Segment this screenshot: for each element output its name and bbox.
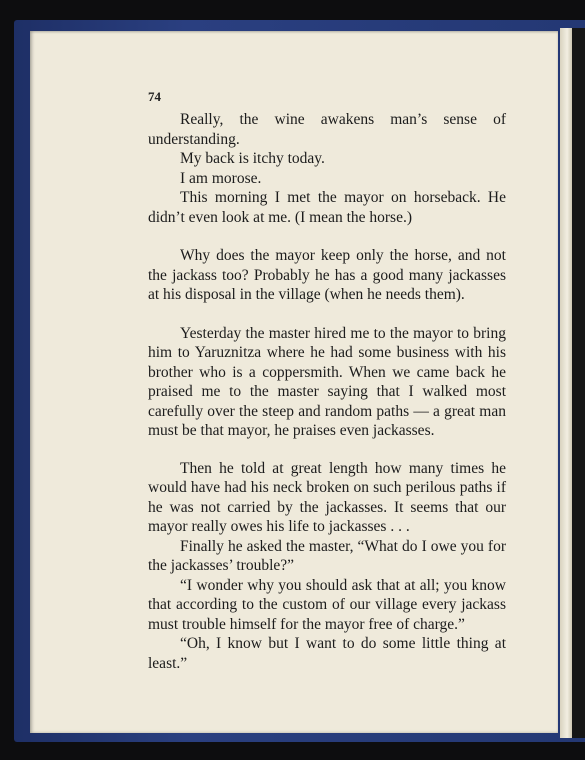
paragraph: My back is itchy today. bbox=[180, 150, 325, 167]
paragraph: Really, the wine awakens man’s sense of understanding. bbox=[148, 111, 506, 148]
page-number: 74 bbox=[148, 89, 161, 104]
paragraph: “I wonder why you should ask that at all; you know that according to the custom of our village every jackass must trouble himself for the mayor free of charge.” bbox=[148, 576, 506, 633]
paragraph: Yesterday the master hired me to the mayor to bring him to Yaruznitza where he had some business with his brother who is a coppersmith. When we came back he praised me to the master saying that I walked most carefully over the steep and random paths — a great man must be that mayor, he praises even jackasses. bbox=[148, 324, 506, 439]
paragraph: “Oh, I know but I want to do some little thing at least.” bbox=[148, 635, 506, 672]
paragraph: Why does the mayor keep only the horse, and not the jackass too? Probably he has a good many jackasses at his disposal in the village (when he needs them). bbox=[148, 247, 506, 303]
paragraph: I am morose. bbox=[180, 169, 262, 187]
paragraph: Finally he asked the master, “What do I owe you for the jackasses’ trouble?” bbox=[148, 537, 506, 574]
right-margin bbox=[572, 28, 585, 738]
page-text bbox=[148, 110, 506, 673]
page-edge bbox=[560, 28, 572, 738]
paragraph: Then he told at great length how many times he would have had his neck broken on such perilous paths if he was not carried by the jackasses. It seems that our mayor really owes his life to jackasses . . . bbox=[148, 459, 506, 535]
paragraph: This morning I met the mayor on horseback. He didn’t even look at me. (I mean the horse.) bbox=[148, 189, 506, 226]
